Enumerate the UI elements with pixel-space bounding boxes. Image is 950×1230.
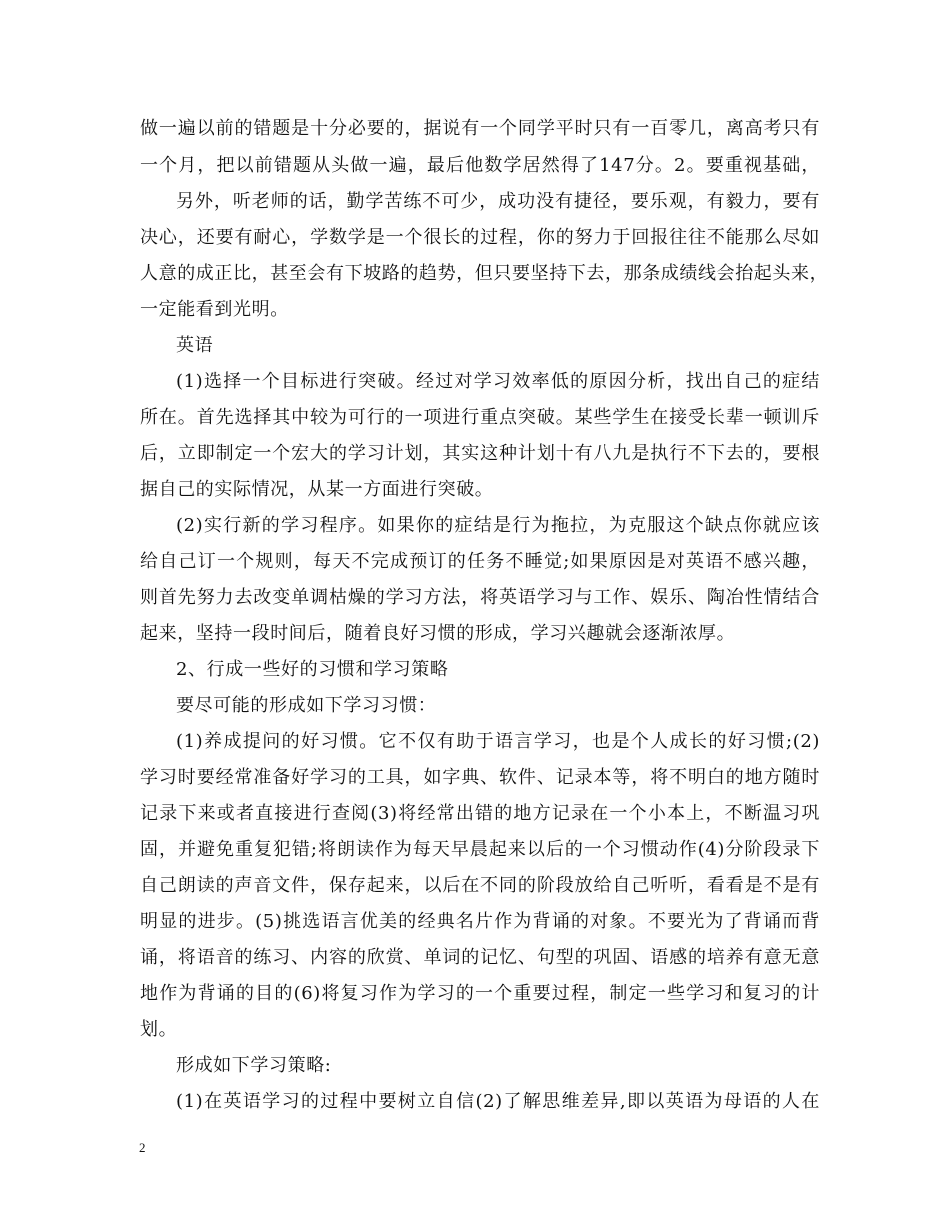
text-line: 一定能看到光明。	[140, 299, 289, 320]
text-line: 划。	[140, 1019, 178, 1040]
text-line: 另外，听老师的话，勤学苦练不可少，成功没有捷径，要乐观，有毅力，要有	[176, 191, 820, 212]
text-line: 明显的进步。(5)挑选语言优美的经典名片作为背诵的对象。不要光为了背诵而背	[140, 911, 820, 932]
page-number: 2	[139, 1140, 146, 1155]
text-line: 给自己订一个规则，每天不完成预订的任务不睡觉;如果原因是对英语不感兴趣，	[140, 551, 820, 572]
text-line: (1)养成提问的好习惯。它不仅有助于语言学习，也是个人成长的好习惯;(2)	[176, 731, 820, 752]
text-line: 则首先努力去改变单调枯燥的学习方法，将英语学习与工作、娱乐、陶冶性情结合	[140, 587, 820, 608]
text-line: (1)选择一个目标进行突破。经过对学习效率低的原因分析，找出自己的症结	[176, 371, 820, 392]
text-line: 人意的成正比，甚至会有下坡路的趋势，但只要坚持下去，那条成绩线会抬起头来，	[140, 263, 829, 284]
text-line: (1)在英语学习的过程中要树立自信(2)了解思维差异,即以英语为母语的人在	[176, 1091, 820, 1112]
text-line: (2)实行新的学习程序。如果你的症结是行为拖拉，为克服这个缺点你就应该	[176, 515, 820, 536]
text-line: 决心，还要有耐心，学数学是一个很长的过程，你的努力于回报往往不能那么尽如	[140, 227, 820, 248]
text-line: 记录下来或者直接进行查阅(3)将经常出错的地方记录在一个小本上，不断温习巩	[140, 803, 820, 824]
section-heading: 2、行成一些好的习惯和学习策略	[176, 659, 449, 680]
text-line: 一个月，把以前错题从头做一遍，最后他数学居然得了147分。2。要重视基础，	[140, 155, 820, 176]
text-line: 自己朗读的声音文件，保存起来，以后在不同的阶段放给自己听听，看看是不是有	[140, 875, 820, 896]
text-line: 固，并避免重复犯错;将朗读作为每天早晨起来以后的一个习惯动作(4)分阶段录下	[140, 839, 820, 860]
section-heading: 英语	[176, 335, 214, 356]
text-line: 地作为背诵的目的(6)将复习作为学习的一个重要过程，制定一些学习和复习的计	[140, 983, 820, 1004]
text-line: 要尽可能的形成如下学习习惯：	[176, 695, 437, 716]
text-line: 学习时要经常准备好学习的工具，如字典、软件、记录本等，将不明白的地方随时	[140, 767, 820, 788]
text-line: 诵，将语音的练习、内容的欣赏、单词的记忆、句型的巩固、语感的培养有意无意	[140, 947, 820, 968]
text-line: 所在。首先选择其中较为可行的一项进行重点突破。某些学生在接受长辈一顿训斥	[140, 407, 820, 428]
text-line: 据自己的实际情况，从某一方面进行突破。	[140, 479, 494, 500]
text-line: 做一遍以前的错题是十分必要的，据说有一个同学平时只有一百零几，离高考只有	[140, 118, 820, 139]
text-line: 起来，坚持一段时间后，随着良好习惯的形成，学习兴趣就会逐渐浓厚。	[140, 623, 736, 644]
text-line: 形成如下学习策略:	[176, 1055, 332, 1076]
text-line: 后，立即制定一个宏大的学习计划，其实这种计划十有八九是执行不下去的，要根	[140, 443, 820, 464]
